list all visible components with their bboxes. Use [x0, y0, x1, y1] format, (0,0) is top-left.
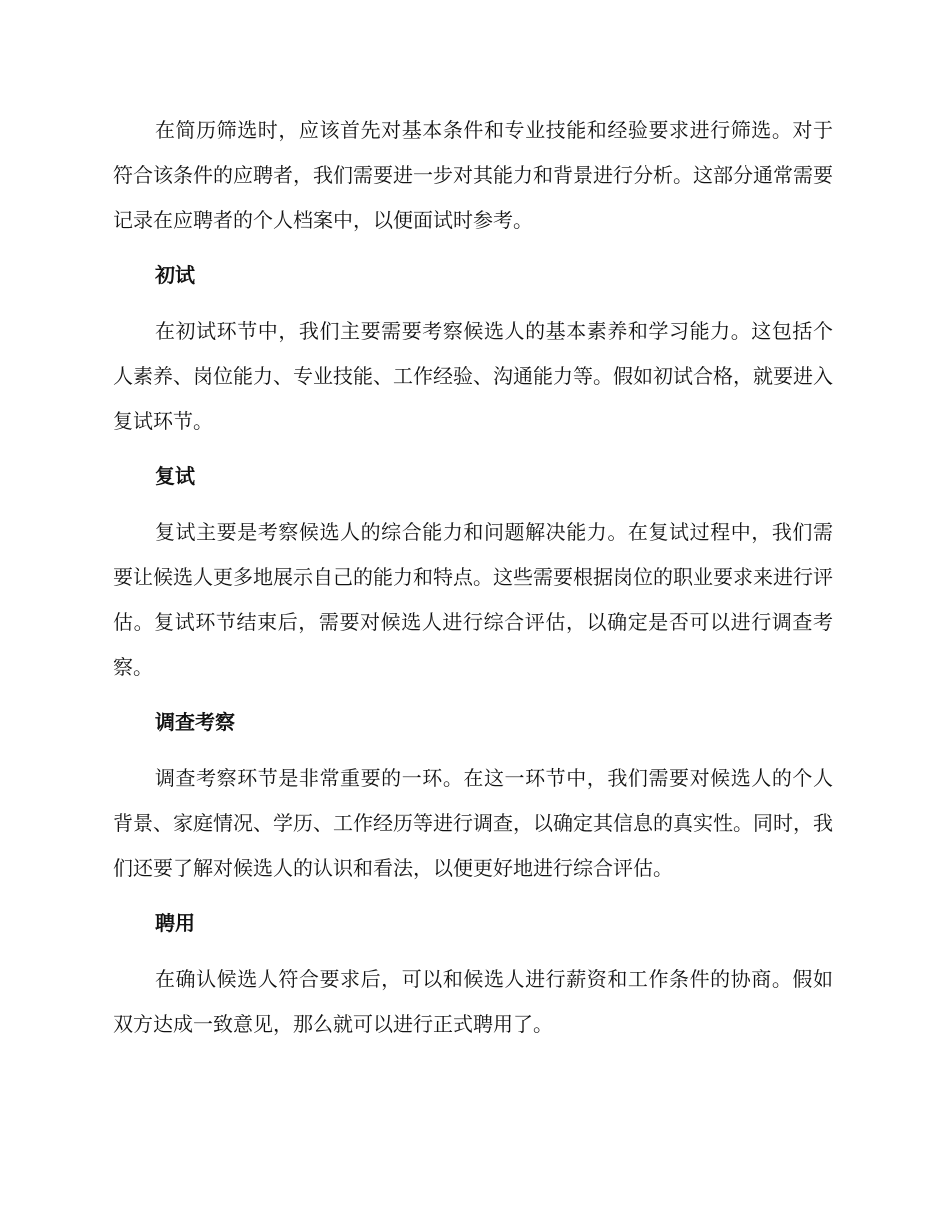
document-page [113, 108, 833, 1047]
section-body-initial-interview: 在初试环节中，我们主要需要考察候选人的基本素养和学习能力。这包括个人素养、岗位能力、专业技能、工作经验、沟通能力等。假如初试合格，就要进入复试环节。 [113, 319, 833, 433]
section-heading-hiring: 聘用 [155, 911, 195, 935]
section-heading-background-check: 调查考察 [155, 710, 235, 734]
section-body-hiring: 在确认候选人符合要求后，可以和候选人进行薪资和工作条件的协商。假如双方达成一致意见，那么就可以进行正式聘用了。 [113, 967, 833, 1036]
section-body-second-interview: 复试主要是考察候选人的综合能力和问题解决能力。在复试过程中，我们需要让候选人更多地展示自己的能力和特点。这些需要根据岗位的职业要求来进行评估。复试环节结束后，需要对候选人进行综合评估，以确定是否可以进行调查考察。 [113, 520, 833, 679]
intro-paragraph: 在简历筛选时，应该首先对基本条件和专业技能和经验要求进行筛选。对于符合该条件的应聘者，我们需要进一步对其能力和背景进行分析。这部分通常需要记录在应聘者的个人档案中，以便面试时参考。 [113, 118, 833, 232]
section-heading-initial-interview: 初试 [155, 263, 195, 287]
section-body-background-check: 调查考察环节是非常重要的一环。在这一环节中，我们需要对候选人的个人背景、家庭情况、学历、工作经历等进行调查，以确定其信息的真实性。同时，我们还要了解对候选人的认识和看法，以便更好地进行综合评估。 [113, 766, 833, 880]
section-heading-second-interview: 复试 [155, 464, 195, 488]
